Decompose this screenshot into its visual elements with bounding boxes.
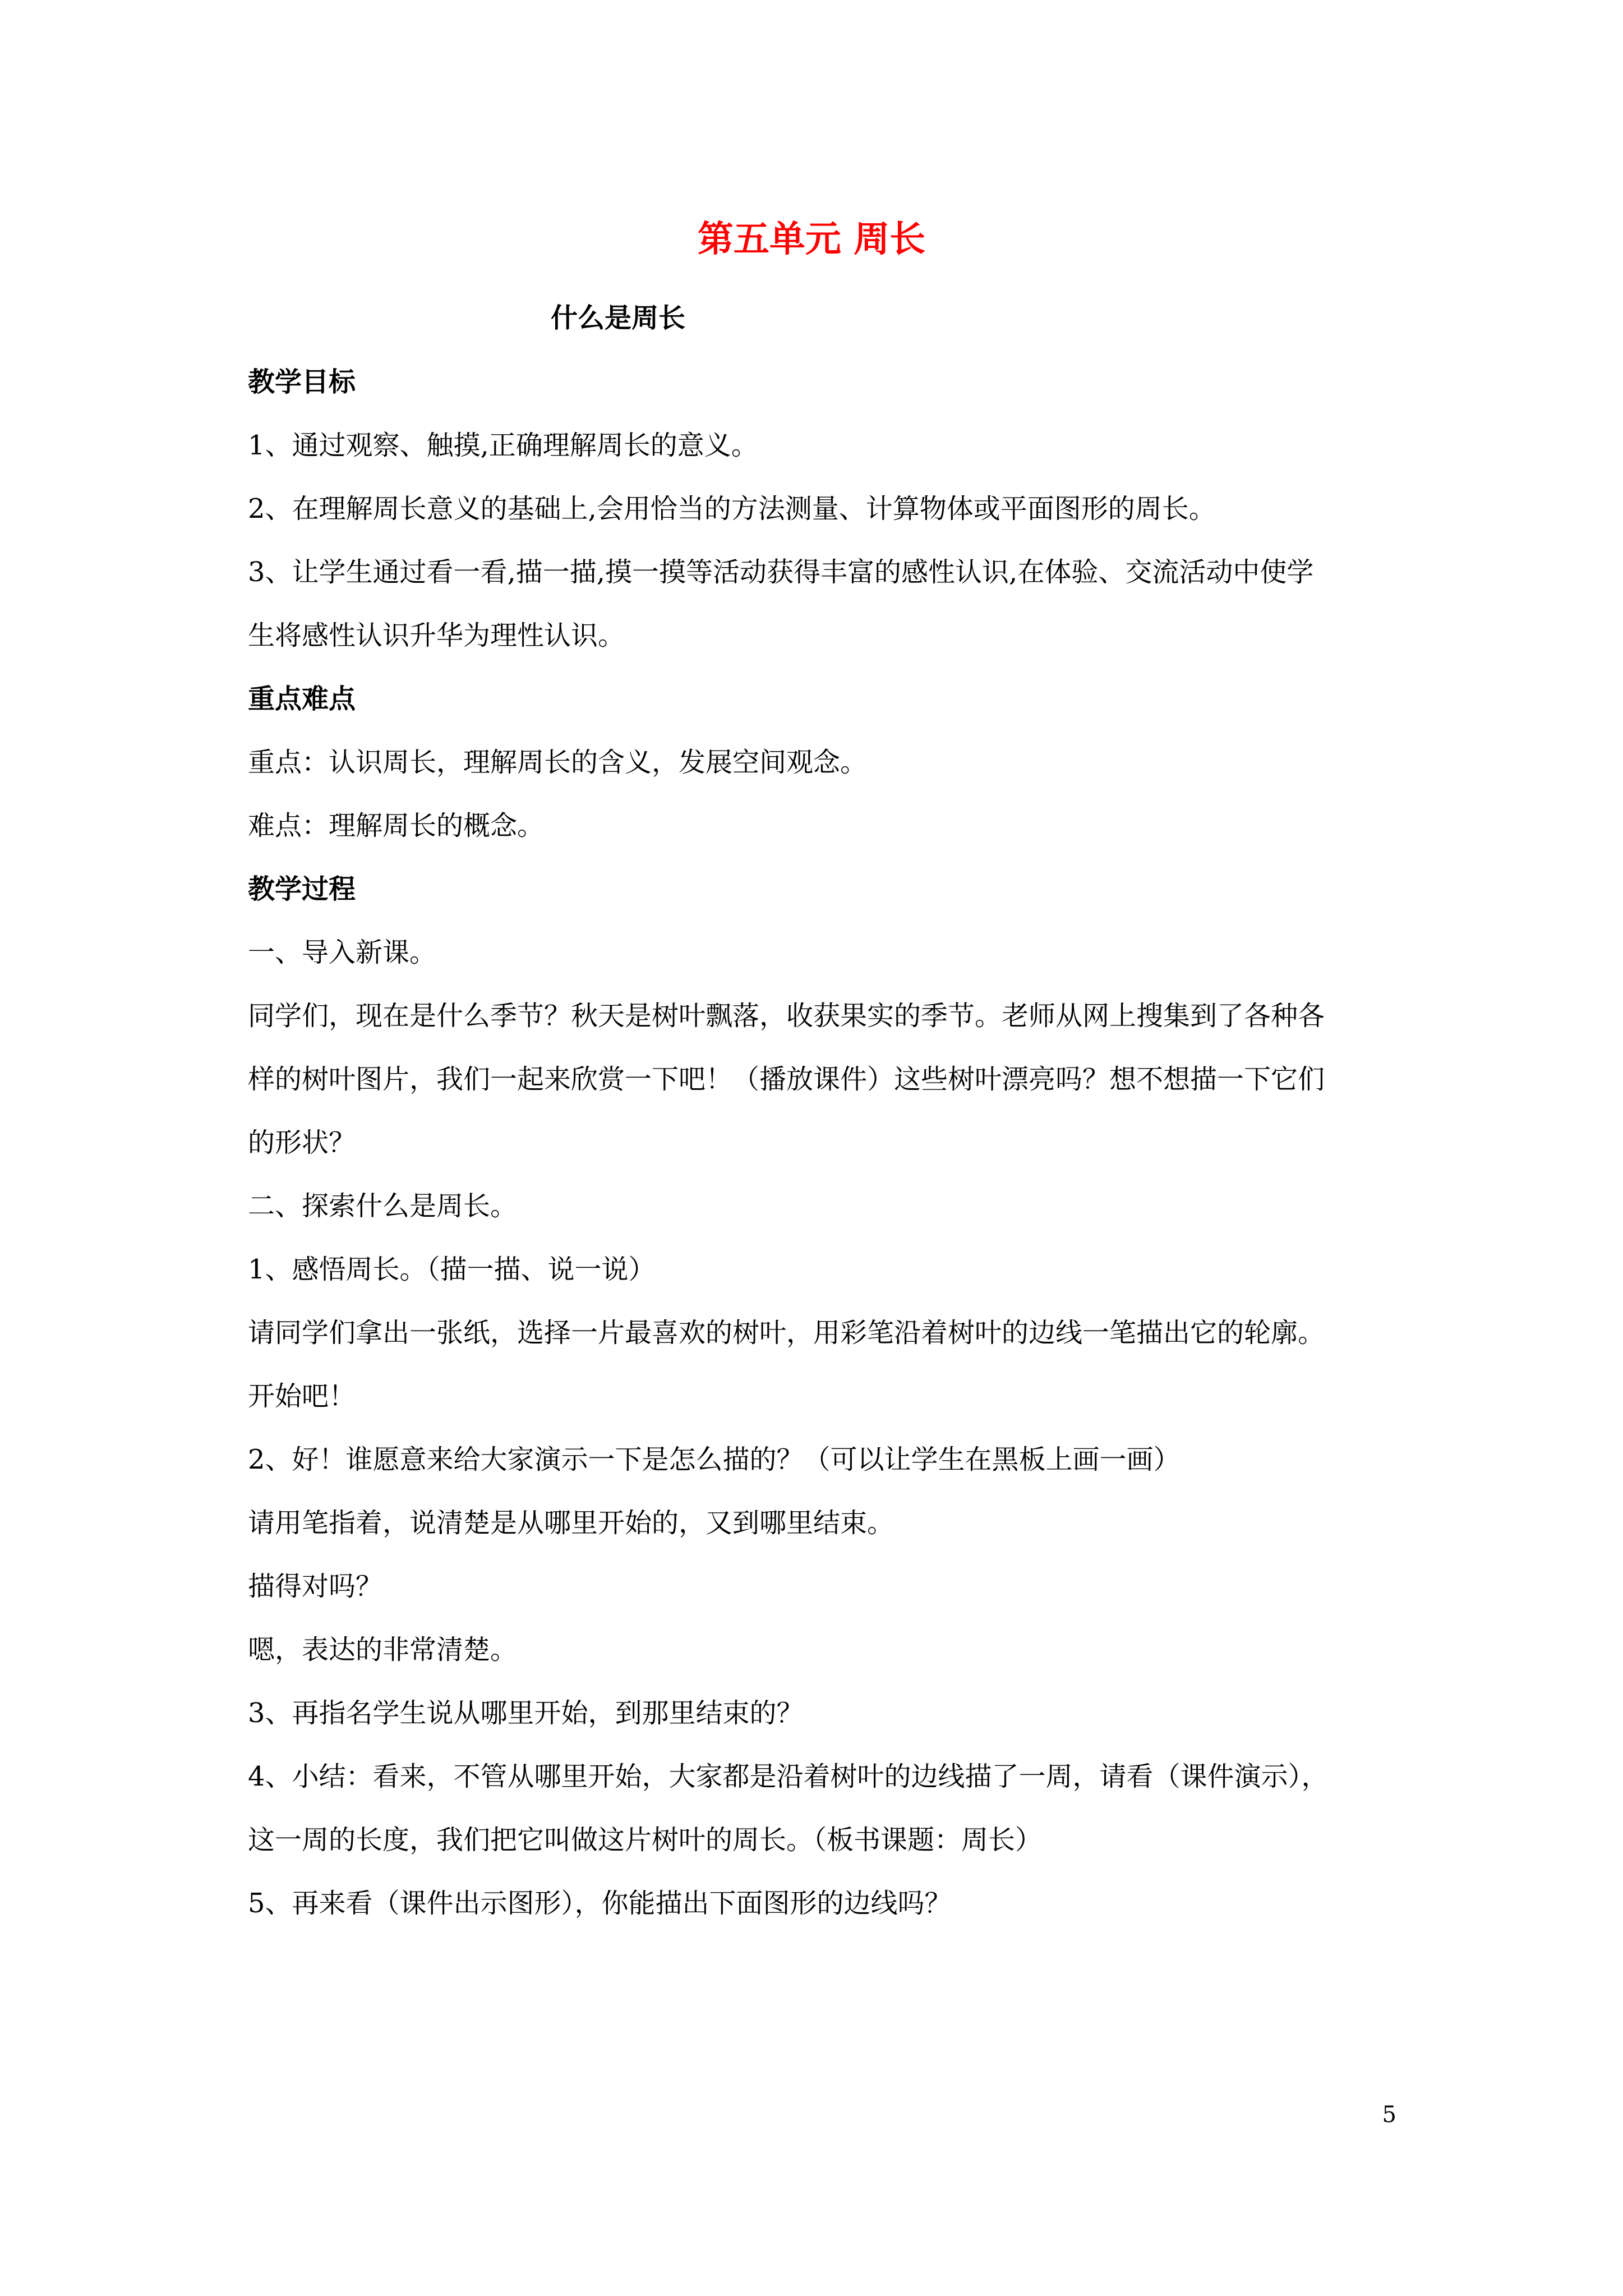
- paragraph-line: 2、好！谁愿意来给大家演示一下是怎么描的？（可以让学生在黑板上画一画）: [248, 1444, 1181, 1475]
- paragraph-line: 1、感悟周长。（描一描、说一说）: [248, 1254, 656, 1285]
- page-title: 第五单元 周长: [697, 218, 926, 260]
- paragraph-line: 描得对吗？: [248, 1571, 383, 1602]
- paragraph-line: 2、在理解周长意义的基础上,会用恰当的方法测量、计算物体或平面图形的周长。: [248, 493, 1216, 524]
- paragraph-line: 的形状？: [248, 1127, 356, 1158]
- section-heading: 教学目标: [248, 366, 356, 398]
- paragraph-line: 开始吧！: [248, 1381, 356, 1412]
- paragraph-line: 同学们，现在是什么季节？秋天是树叶飘落，收获果实的季节。老师从网上搜集到了各种各: [248, 1000, 1325, 1032]
- paragraph-line: 重点：认识周长，理解周长的含义，发展空间观念。: [248, 747, 868, 778]
- paragraph-line: 5、再来看（课件出示图形），你能描出下面图形的边线吗？: [248, 1888, 952, 1919]
- paragraph-line: 3、让学生通过看一看,描一描,摸一摸等活动获得丰富的感性认识,在体验、交流活动中使学: [248, 556, 1314, 588]
- paragraph-line: 3、再指名学生说从哪里开始，到那里结束的？: [248, 1697, 804, 1729]
- paragraph-line: 4、小结：看来，不管从哪里开始，大家都是沿着树叶的边线描了一周，请看（课件演示），: [248, 1761, 1329, 1792]
- body-text: [248, 351, 1392, 1935]
- paragraph-line: 一、导入新课。: [248, 937, 437, 968]
- paragraph-line: 嗯，表达的非常清楚。: [248, 1634, 518, 1665]
- paragraph-line: 难点：理解周长的概念。: [248, 810, 545, 841]
- paragraph-line: 二、探索什么是周长。: [248, 1190, 518, 1222]
- paragraph-line: 生将感性认识升华为理性认识。: [248, 620, 625, 651]
- section-heading: 教学过程: [248, 873, 356, 905]
- section-heading: 重点难点: [248, 683, 356, 715]
- paragraph-line: 这一周的长度，我们把它叫做这片树叶的周长。（板书课题：周长）: [248, 1824, 1043, 1856]
- page-number: 5: [1382, 2102, 1396, 2128]
- paragraph-line: 1、通过观察、触摸,正确理解周长的意义。: [248, 430, 758, 461]
- section-subtitle: 什么是周长: [551, 302, 686, 334]
- paragraph-line: 请同学们拿出一张纸，选择一片最喜欢的树叶，用彩笔沿着树叶的边线一笔描出它的轮廓。: [248, 1317, 1325, 1349]
- paragraph-line: 请用笔指着，说清楚是从哪里开始的，又到哪里结束。: [248, 1507, 895, 1539]
- paragraph-line: 样的树叶图片，我们一起来欣赏一下吧！（播放课件）这些树叶漂亮吗？想不想描一下它们: [248, 1064, 1325, 1095]
